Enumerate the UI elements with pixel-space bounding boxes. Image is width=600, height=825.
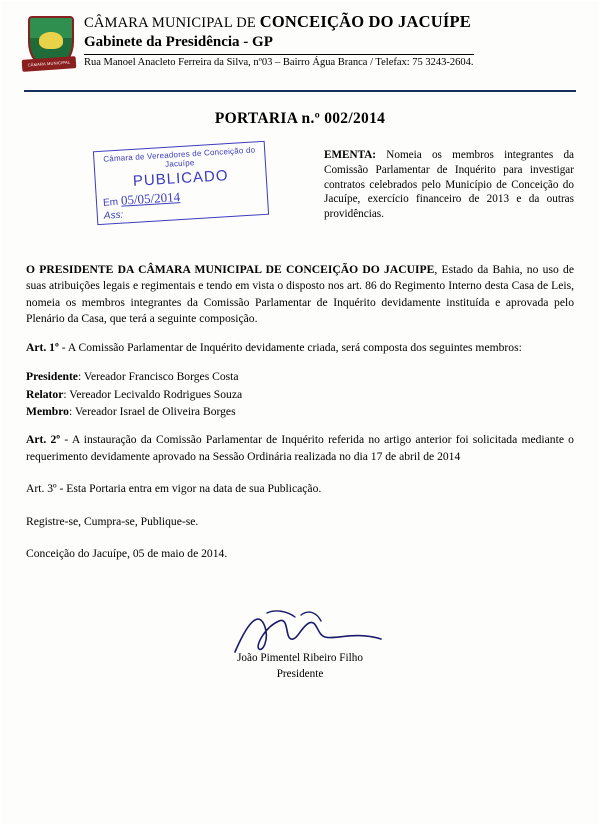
stamp-and-ementa-row [0, 146, 600, 256]
ementa-label: EMENTA: [324, 149, 376, 161]
crest-ribbon-label: CÂMARA MUNICIPAL [27, 59, 71, 68]
list-item [26, 368, 574, 385]
member-name: : Vereador Israel de Oliveira Borges [68, 405, 236, 419]
art2-text: - A instauração da Comissão Parlamentar de Inquérito referida no artigo anterior foi solicitada mediante o requerimento devidamente aprovado na Sessão Ordinária realizada no dia 17 de abril de 2014 [26, 433, 574, 463]
paragraph-register: Registre-se, Cumpra-se, Publique-se. [26, 514, 199, 528]
signature-block [26, 621, 574, 701]
art1-text: - A Comissão Parlamentar de Inquérito devidamente criada, será composta dos seguintes membros: [58, 340, 522, 354]
art1-label: Art. 1º [26, 340, 59, 354]
member-role: Membro [26, 405, 69, 419]
paragraph-place-date: Conceição do Jacuípe, 05 de maio de 2014. [26, 547, 228, 561]
stamp-date: 05/05/2014 [120, 189, 181, 208]
organization-name-city: CONCEIÇÃO DO JACUÍPE [259, 12, 471, 31]
list-item [26, 403, 574, 420]
members-list [26, 368, 574, 420]
published-stamp [93, 141, 269, 225]
paragraph-art1 [26, 340, 574, 356]
art2-label: Art. 2º [26, 433, 61, 447]
address-line: Rua Manoel Anacleto Ferreira da Silva, nº03 – Bairro Água Branca / Telefax: 75 3243-2604. [84, 54, 474, 68]
member-name: : Vereador Francisco Borges Costa [77, 370, 239, 384]
header-divider [24, 90, 576, 92]
department-name: Gabinete da Presidência - GP [84, 34, 273, 50]
document-body [26, 262, 574, 701]
stamp-top-text: Câmara de Vereadores de Conceição do Jacuípe [103, 145, 256, 169]
header-title-block [84, 12, 582, 70]
ementa-text: Nomeia os membros integrantes da Comissão Parlamentar de Inquérito para investigar contratos celebrados pelo Município de Conceição do Jacuípe, exercício financeiro de 2013 e da outras providências. [324, 149, 574, 221]
page-title: PORTARIA n.º 002/2014 [214, 110, 386, 127]
document-header [0, 0, 600, 84]
list-item [26, 386, 574, 403]
organization-name [84, 12, 582, 32]
signatory-role: Presidente [276, 667, 324, 680]
signatory-name: João Pimentel Ribeiro Filho [237, 651, 363, 664]
intro-bold-text: O PRESIDENTE DA CÂMARA MUNICIPAL DE CONCEIÇÃO DO JACUIPE [26, 263, 435, 276]
intro-rest-text: , Estado da Bahia, no uso de suas atribuições legais e regimentais e tendo em vista o disposto nos art. 86 do Regimento Interno desta Casa de Leis, nomeia os membros integrantes da Comissão Parlamentar de Inquérito devidamente instituída e aprovada pelo Plenário da Casa, que terá a seguinte composição. [26, 263, 574, 326]
member-role: Relator [26, 387, 64, 401]
coat-of-arms-icon [22, 14, 76, 78]
stamp-em-label: Em [102, 196, 119, 209]
paragraph-intro [26, 262, 574, 328]
member-name: : Vereador Lecivaldo Rodrigues Souza [63, 387, 243, 401]
ementa-block [324, 148, 574, 222]
member-role: Presidente [26, 370, 78, 384]
organization-name-prefix: CÂMARA MUNICIPAL DE [84, 15, 260, 31]
paragraph-art3: Art. 3º - Esta Portaria entra em vigor na data de sua Publicação. [26, 482, 322, 496]
paragraph-art2 [26, 432, 574, 465]
stamp-main-text: PUBLICADO [132, 167, 229, 190]
stamp-signature-line: Ass: [103, 209, 124, 222]
